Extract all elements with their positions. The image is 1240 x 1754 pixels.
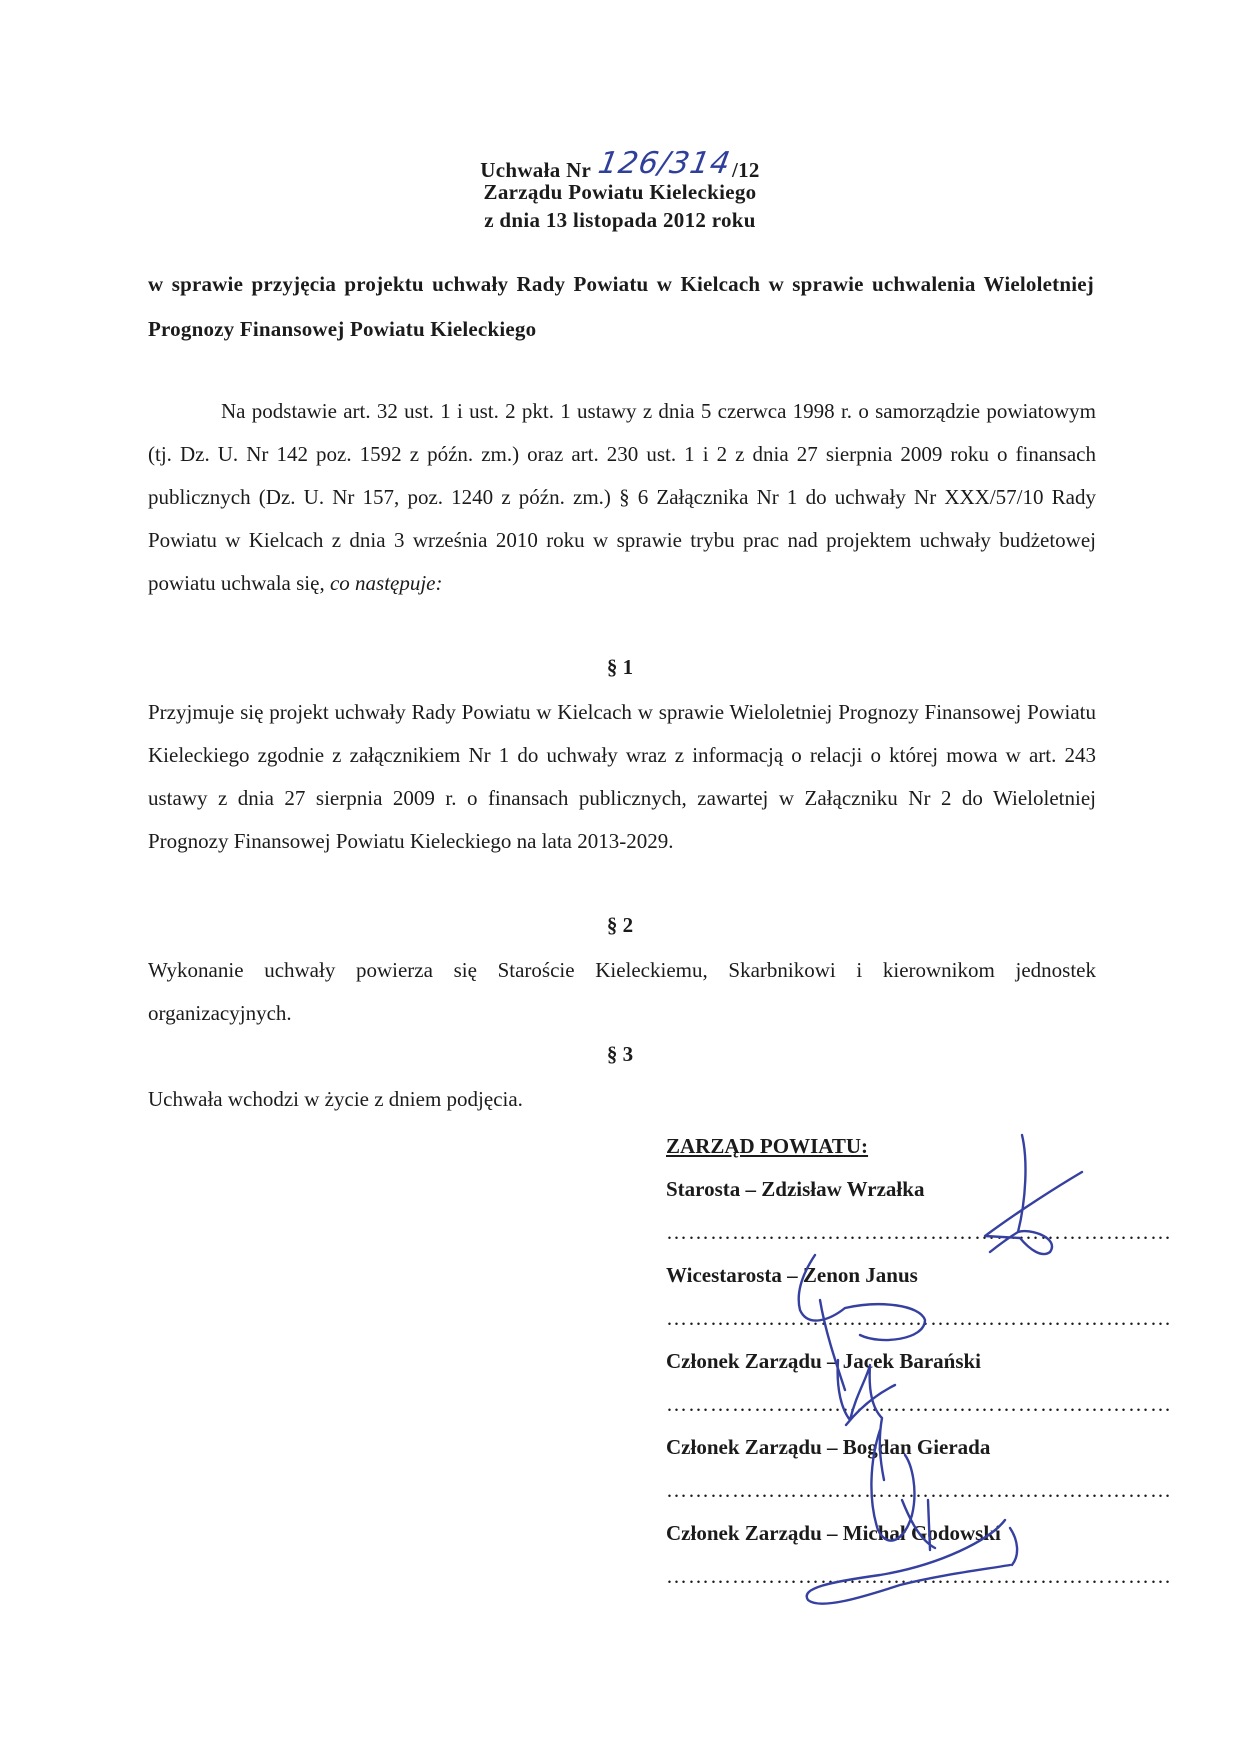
board-member-wicestarosta	[666, 1254, 1172, 1340]
board-member-name: Członek Zarządu – Bogdan Gierada	[666, 1435, 991, 1459]
board-member-baranski	[666, 1340, 1172, 1426]
board-member-gierada	[666, 1426, 1172, 1512]
section-1-heading: § 1	[606, 655, 634, 679]
resolution-subject: w sprawie przyjęcia projektu uchwały Rady Powiatu w Kielcach w sprawie uchwalenia Wieloletniej Prognozy Finansowej Powiatu Kieleckiego	[148, 272, 1094, 341]
board-title: ZARZĄD POWIATU:	[666, 1134, 869, 1158]
resolution-number-suffix: /12	[731, 158, 760, 182]
board-member-name: Wicestarosta – Zenon Janus	[666, 1263, 918, 1287]
signature-line: ……………………………………………………………	[666, 1564, 1172, 1588]
handwritten-resolution-number: 126/314	[595, 146, 734, 181]
board-member-name: Starosta – Zdzisław Wrzałka	[666, 1177, 925, 1201]
legal-basis-paragraph	[148, 390, 1096, 605]
resolution-number-prefix: Uchwała Nr	[480, 158, 591, 182]
legal-basis-closing: co następuje:	[329, 571, 443, 595]
section-2-text: Wykonanie uchwały powierza się Staroście Kieleckiemu, Skarbnikowi i kierownikom jednostek organizacyjnych.	[148, 958, 1096, 1025]
signature-block	[666, 1125, 1172, 1598]
board-member-name: Członek Zarządu – Michał Godowski	[666, 1521, 1001, 1545]
board-member-godowski	[666, 1512, 1172, 1598]
signature-line: ……………………………………………………………	[666, 1392, 1172, 1416]
section-1-text: Przyjmuje się projekt uchwały Rady Powiatu w Kielcach w sprawie Wieloletniej Prognozy Finansowej Powiatu Kieleckiego zgodnie z załącznikiem Nr 1 do uchwały wraz z informacją o relacji o której mowa w art. 243 ustawy z dnia 27 sierpnia 2009 r. o finansach publicznych, zawartej w Załączniku Nr 2 do Wieloletniej Prognozy Finansowej Powiatu Kieleckiego na lata 2013-2029.	[148, 700, 1096, 853]
signature-line: ……………………………………………………………	[666, 1306, 1172, 1330]
legal-basis-text: Na podstawie art. 32 ust. 1 i ust. 2 pkt. 1 ustawy z dnia 5 czerwca 1998 r. o samorządzie powiatowym (tj. Dz. U. Nr 142 poz. 1592 z późn. zm.) oraz art. 230 ust. 1 i 2 z dnia 27 sierpnia 2009 roku o finansach publicznych (Dz. U. Nr 157, poz. 1240 z późn. zm.) § 6 Załącznika Nr 1 do uchwały Nr XXX/57/10 Rady Powiatu w Kielcach z dnia 3 września 2010 roku w sprawie trybu prac nad projektem uchwały budżetowej powiatu uchwala się,	[148, 399, 1096, 595]
section-3-text: Uchwała wchodzi w życie z dniem podjęcia.	[148, 1087, 523, 1111]
signature-line: ……………………………………………………………	[666, 1478, 1172, 1502]
issuing-body: Zarządu Powiatu Kieleckiego	[483, 180, 757, 204]
section-2-heading: § 2	[606, 913, 634, 937]
board-member-starosta	[666, 1168, 1172, 1254]
board-member-name: Członek Zarządu – Jacek Barański	[666, 1349, 982, 1373]
signature-line: ……………………………………………………………	[666, 1220, 1172, 1244]
section-3-heading: § 3	[606, 1042, 634, 1066]
resolution-date: z dnia 13 listopada 2012 roku	[484, 208, 756, 232]
